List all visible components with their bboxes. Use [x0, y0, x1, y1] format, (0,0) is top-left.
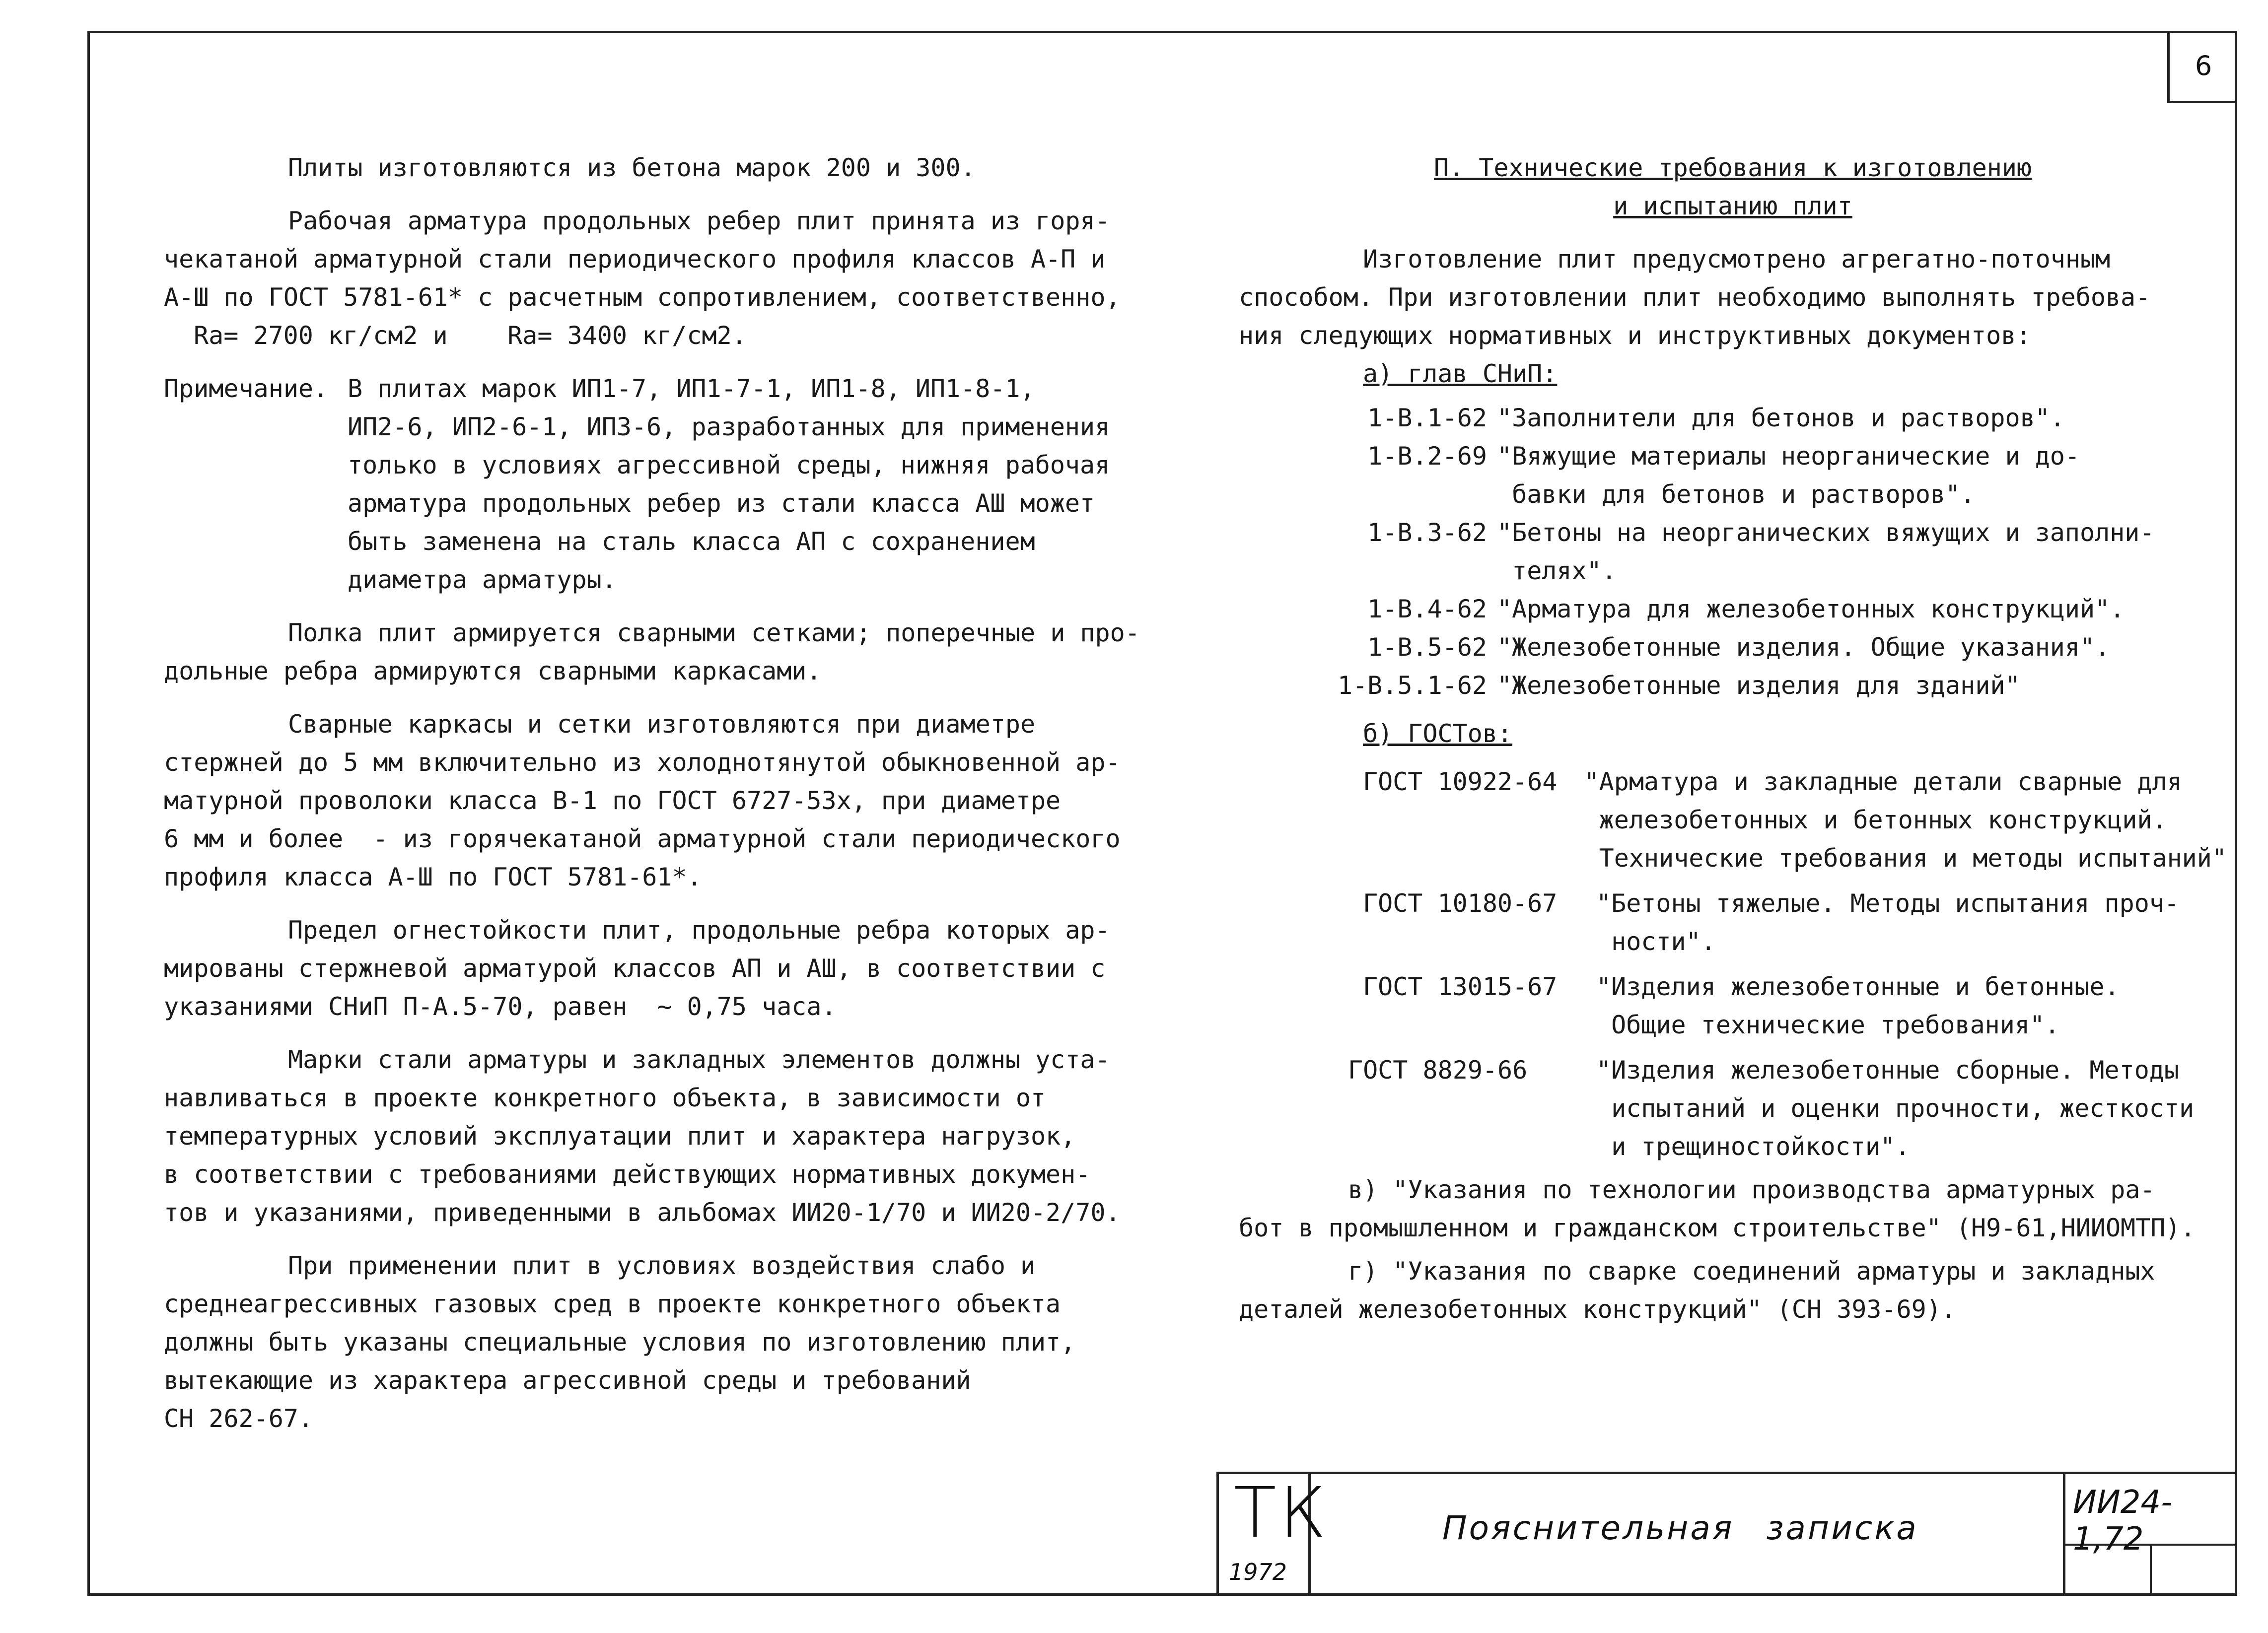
document-title: Пояснительная записка	[1442, 1509, 1918, 1547]
list-item: 1-В.5.1-62 "Железобетонные изделия для зданий"	[1337, 671, 2020, 700]
snip-list	[1239, 399, 2227, 705]
intro-paragraph: Изготовление плит предусмотрено агрегатно-поточным способом. При изготовлении плит необходимо выполнять требова- ния следующих нормативных и инструктивных документов:	[1239, 245, 2151, 350]
item-v: в) "Указания по технологии производства арматурных ра- бот в промышленном и гражданском строительстве" (Н9-61,НИИОМТП).	[1239, 1175, 2196, 1242]
paragraph-welded-frames: Сварные каркасы и сетки изготовляются при диаметре стержней до 5 мм включительно из холоднотянутой обыкновенной ар- матурной проволоки класса В-1 по ГОСТ 6727-53x, при диаметре 6 мм и более - из горячекатаной арматурной стали периодического профиля класса А-Ш по ГОСТ 5781-61*.	[164, 710, 1121, 891]
list-item: 1-В.3-62 "Бетоны на неорганических вяжущих и заполни- телях".	[1367, 518, 2155, 585]
item-g: г) "Указания по сварке соединений арматуры и закладных деталей железобетонных конструкций" (СН 393-69).	[1239, 1257, 2155, 1324]
bottom-border	[87, 1593, 2237, 1596]
list-item: 1-В.4-62 "Арматура для железобетонных конструкций".	[1367, 595, 2125, 623]
right-column	[1239, 149, 2227, 1329]
document-code: ИИ24-1,72	[2073, 1484, 2173, 1558]
paragraph-shelf: Полка плит армируется сварными сетками; поперечные и про- дольные ребра армируются сварными каркасами.	[164, 618, 1140, 685]
list-item: 1-В.2-69 "Вяжущие материалы неорганические и до- бавки для бетонов и растворов".	[1367, 442, 2080, 509]
gost-list	[1239, 763, 2227, 1166]
list-item: ГОСТ 10922-64 "Арматура и закладные детали сварные для железобетонных и бетонных конструкций. Технические требования и методы испытаний"	[1363, 767, 2227, 873]
subheading-gost: б) ГОСТов:	[1363, 719, 1513, 748]
title-block	[1216, 1472, 2237, 1593]
paragraph-fire-resistance: Предел огнестойкости плит, продольные ребра которых ар- мированы стержневой арматурой классов АП и АШ, в соответствии с указаниями СНиП П-А.5-70, равен ~ 0,75 часа.	[164, 916, 1110, 1021]
paragraph-concrete: Плиты изготовляются из бетона марок 200 и 300.	[288, 153, 976, 182]
section-heading-line2: и испытанию плит	[1613, 192, 1852, 220]
note-block: Примечание. В плитах марок ИП1-7, ИП1-7-1, ИП1-8, ИП1-8-1, ИП2-6, ИП2-6-1, ИП3-6, разработанных для применения только в условиях агрессивной среды, нижняя рабочая арматура продольных ребер из стали класса АШ может быть заменена на сталь класса АП с сохранением диаметра арматуры.	[164, 370, 1182, 599]
year: 1972	[1229, 1559, 1287, 1585]
section-heading: П. Технические требования к изготовлению	[1433, 153, 2032, 182]
note-label: Примечание.	[164, 374, 329, 403]
list-item: 1-В.1-62 "Заполнители для бетонов и растворов".	[1367, 404, 2065, 432]
paragraph-reinforcement: Рабочая арматура продольных ребер плит принята из горя- чекатаной арматурной стали периодического профиля классов А-П и А-Ш по ГОСТ 5781-61* с расчетным сопротивлением, соответственно, Rа= 2700 кг/см2 и Rа= 3400 кг/см2.	[164, 206, 1121, 350]
left-column	[164, 149, 1182, 1438]
page-number: 6	[2167, 31, 2237, 103]
subheading-snip: а) глав СНиП:	[1363, 359, 1558, 388]
list-item: ГОСТ 8829-66 "Изделия железобетонные сборные. Методы испытаний и оценки прочности, жесткости и трещиностойкости".	[1348, 1056, 2195, 1161]
title-block-divider	[2063, 1474, 2065, 1593]
list-item: 1-В.5-62 "Железобетонные изделия. Общие указания".	[1367, 633, 2110, 662]
paragraph-aggressive-env: При применении плит в условиях воздействия слабо и среднеагрессивных газовых сред в проекте конкретного объекта должны быть указаны специальные условия по изготовлению плит, вытекающие из характера агрессивной среды и требований СН 262-67.	[164, 1251, 1076, 1433]
org-mark: ТК	[1234, 1473, 1329, 1554]
list-item: ГОСТ 13015-67 "Изделия железобетонные и бетонные. Общие технические требования".	[1363, 972, 2120, 1039]
list-item: ГОСТ 10180-67 "Бетоны тяжелые. Методы испытания проч- ности".	[1363, 889, 2179, 956]
paragraph-steel-grades: Марки стали арматуры и закладных элементов должны уста- навливаться в проекте конкретного объекта, в зависимости от температурных условий эксплуатации плит и характера нагрузок, в соответствии с требованиями действующих нормативных докумен- тов и указаниями, приведенными в альбомах ИИ20-1/70 и ИИ20-2/70.	[164, 1045, 1121, 1227]
